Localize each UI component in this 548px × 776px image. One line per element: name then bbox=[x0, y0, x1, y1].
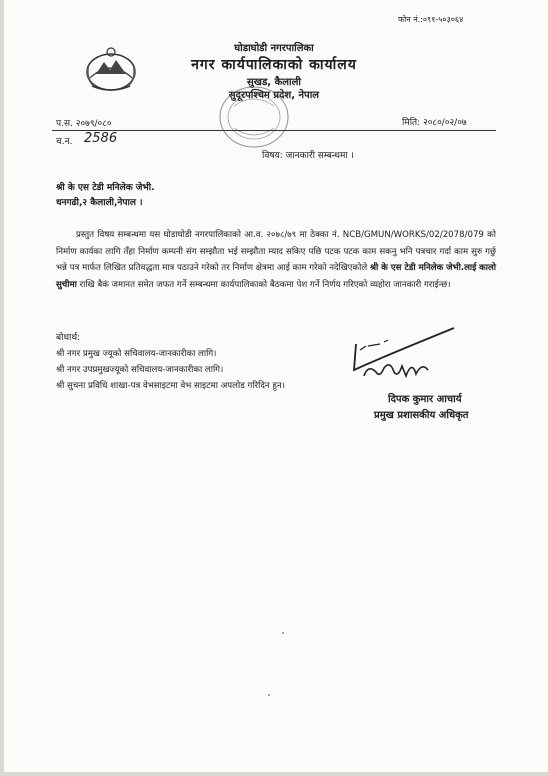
letter-body bbox=[56, 227, 496, 293]
signatory-name: दिपक कुमार आचार्य bbox=[388, 394, 462, 405]
scan-speck bbox=[268, 694, 270, 696]
cc-item: श्री सुचना प्रविधि शाखा-पत्र वेभसाइटमा वेभ साइटमा अपलोड गरिदिन हुन। bbox=[56, 381, 285, 391]
scan-edge-bottom bbox=[0, 772, 548, 776]
cc-item: श्री नगर प्रमुख ज्यूको सचिवालय-जानकारीका लागि। bbox=[56, 349, 217, 359]
letter-subject: विषय: जानकारी सम्बन्धमा । bbox=[262, 151, 354, 161]
header-divider bbox=[52, 130, 496, 131]
office-stamp-icon bbox=[216, 82, 292, 152]
scan-speck bbox=[282, 632, 284, 634]
scan-edge-left bbox=[0, 0, 4, 776]
cc-item: श्री नगर उपप्रमुखज्यूको सचिवालय-जानकारीका लागि। bbox=[56, 365, 224, 375]
letter-date: मिति: २०८०/०२/०७ bbox=[402, 118, 467, 128]
office-location: सुखड, कैलाली bbox=[247, 77, 301, 88]
recipient-address: धनगढी,२ कैलाली,नेपाल । bbox=[56, 198, 143, 208]
phone-number: फोन नं.:०९१-५०३०६४ bbox=[398, 15, 464, 24]
body-text-part1: प्रस्तुत विषय सम्बन्धमा यस घोडाघोडी नगरपालिकाको आ.व. २०७८/७९ मा ठेक्का नं. NCB/GMUN/WORKS/02/2078/079 को निर्माण कार्यका लागि तँहा निर्माण कम्पनी संग सम्झौता भई सम्झौता म्याद सकिए पछि पटक पटक काम सकनु भनि पत्रचार गर्दा काम सुरु गर्छु भन्ने पत्र मार्फत लिखित प्रतिवद्धता मात्र पठाउने गरेको तर निर्माण क्षेत्रमा आई काम गरेको नदेखिएकोले bbox=[56, 230, 496, 273]
body-bold-blacklist: कालो सुचीमा bbox=[56, 263, 497, 290]
municipality-name: घोडाघोडी नगरपालिका bbox=[234, 43, 314, 54]
reference-label: च.न. bbox=[56, 137, 73, 147]
reference-number: 2586 bbox=[84, 131, 118, 146]
body-text-part3: राखि बैकं जमानत समेत जफत गर्ने सम्बन्धमा कार्यपालिकाको बैठकमा पेश गर्ने निर्णय गरिएको व्यहोरा जानकारी गराईन्छ। bbox=[79, 279, 451, 290]
signatory-title: प्रमुख प्रशासकीय अधिकृत bbox=[374, 410, 469, 421]
handwritten-signature bbox=[350, 316, 460, 384]
cc-title: बोधार्थ: bbox=[56, 333, 81, 343]
body-bold-recipient: श्री के एस टेडी मनिलेक जेभी.लाई bbox=[369, 263, 477, 273]
province-country: सुदूरपश्चिम प्रदेश, नेपाल bbox=[228, 90, 320, 101]
fiscal-year: प.स. २०७९/०८० bbox=[56, 119, 112, 129]
recipient-name: श्री के एस टेडी मनिलेक जेभी. bbox=[56, 183, 155, 193]
office-name: नगर कार्यपालिकाको कार्यालय bbox=[191, 57, 357, 73]
